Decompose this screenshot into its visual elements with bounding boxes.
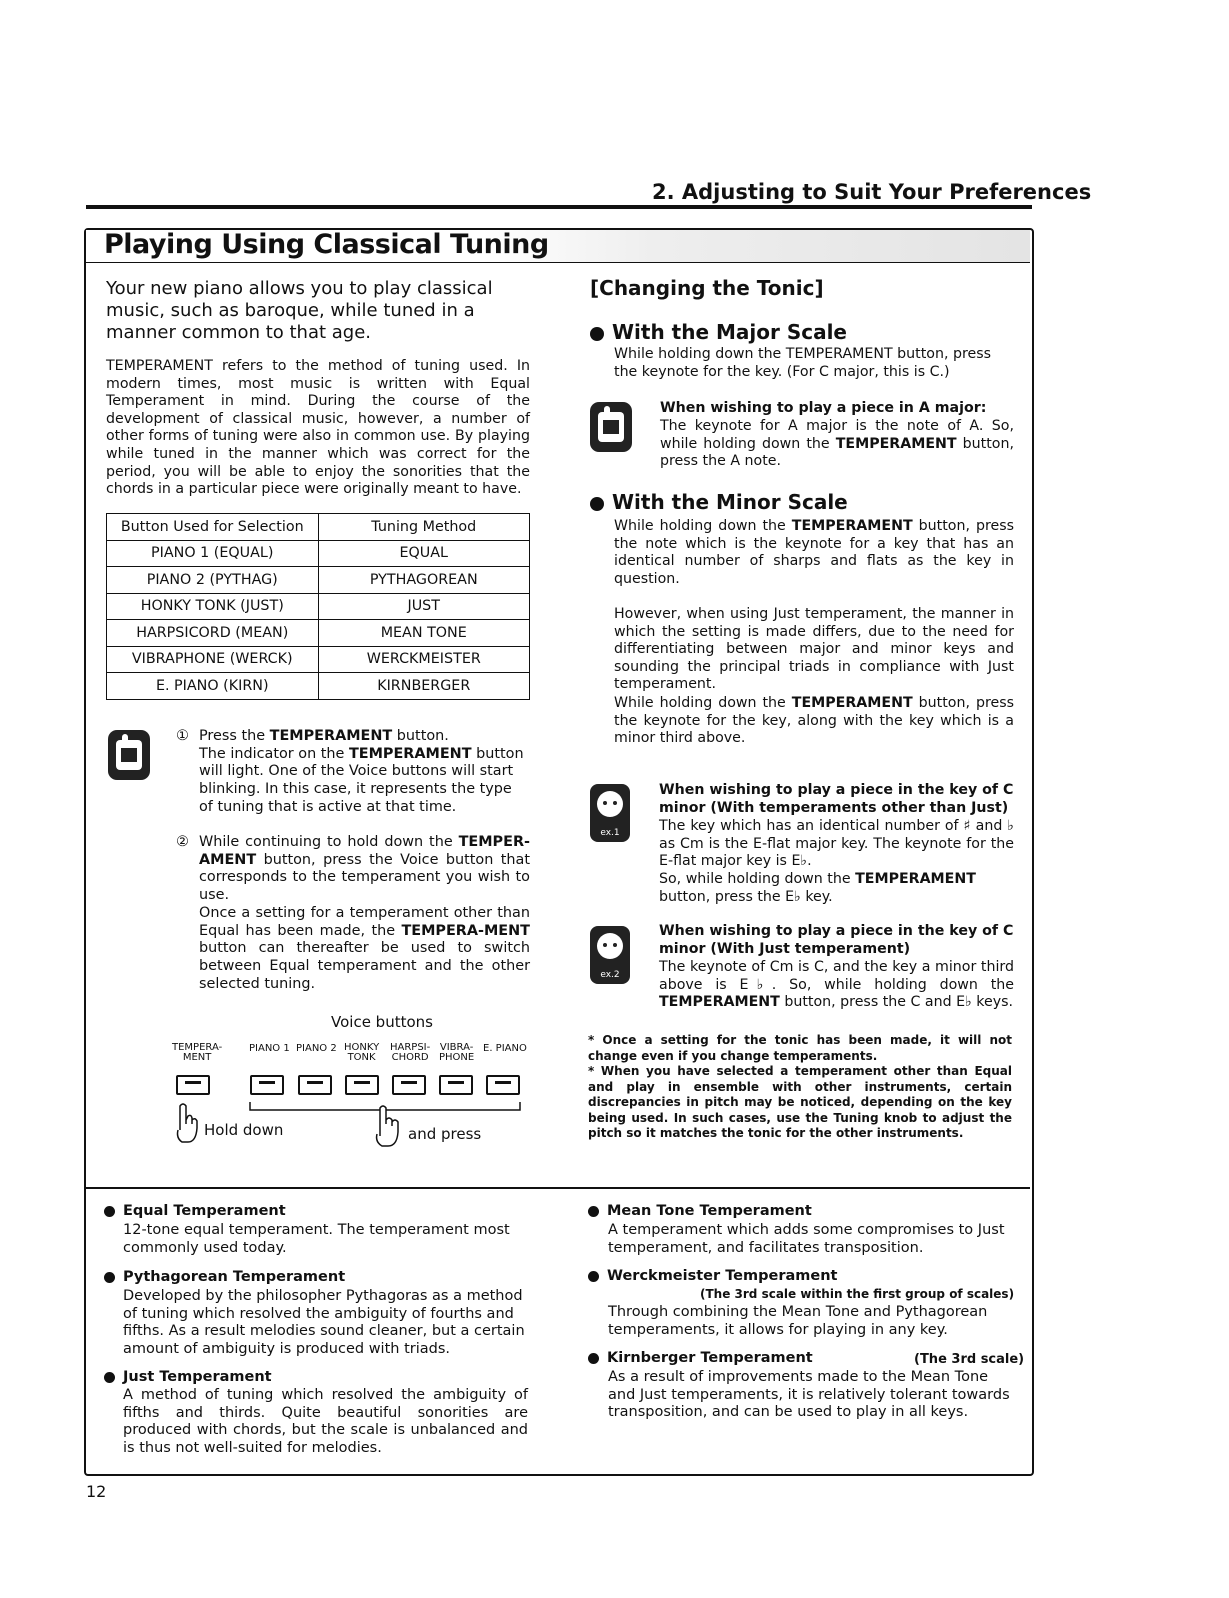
example-2-title: When wishing to play a piece in the key of C minor (With Just temperament) <box>659 923 1014 957</box>
example-1-title: When wishing to play a piece in the key of C minor (With temperaments other than Just) <box>659 782 1014 816</box>
bullet-icon <box>588 1271 599 1282</box>
definition-note: (The 3rd scale) <box>914 1352 1025 1367</box>
diagram-title: Voice buttons <box>331 1013 433 1031</box>
intro-paragraph: Your new piano allows you to play classical music, such as baroque, while tuned in a manner common to that age. <box>106 278 493 343</box>
tonic-note-2: * When you have selected a temperament other than Equal and play in ensemble with other instruments, certain discrepancies in pitch may be noticed, depending on the key being used. In such cases, use the Tuning knob to adjust the pitch so it matches the tonic for the other instruments. <box>588 1064 1012 1140</box>
table-cell: VIBRAPHONE (WERCK) <box>107 646 319 673</box>
bullet-icon <box>104 1272 115 1283</box>
example-text: button, press the C and E♭ keys. <box>779 994 1014 1011</box>
definition-title <box>104 1269 345 1285</box>
tonic-note-1: * Once a setting for the tonic has been made, it will not change even if you change temperaments. <box>588 1033 1012 1063</box>
example-text: button, press the E♭ key. <box>659 888 833 905</box>
section-divider <box>86 1187 1030 1189</box>
table-header-row <box>107 514 530 541</box>
example-text: The keynote of Cm is C, and the key a minor third above is E♭. So, while holding down the <box>659 959 1014 993</box>
step-2 <box>199 834 530 993</box>
step-text: The indicator on the <box>199 745 349 762</box>
minor-text: While holding down the <box>614 518 792 534</box>
step-emphasis: TEMPERAMENT <box>348 745 472 762</box>
step-text: button, press the Voice button that corresponds to the temperament you wish to use. <box>199 851 530 904</box>
table-row <box>107 620 530 647</box>
step-text: button can thereafter be used to switch between Equal temperament and the other selected tuning. <box>199 940 530 992</box>
step-emphasis: TEMPERA-MENT <box>401 922 530 939</box>
hand-icon <box>590 402 632 452</box>
table-row <box>107 540 530 567</box>
button-label: VIBRA- PHONE <box>439 1042 475 1063</box>
step-text: button. <box>392 728 449 744</box>
chapter-header: 2. Adjusting to Suit Your Preferences <box>652 180 1092 204</box>
example-1-instruction <box>659 871 1014 906</box>
example-text: The keynote for A major is the note of A. So, while holding down the <box>660 418 1014 452</box>
table-row <box>107 646 530 673</box>
minor-scale-text-3 <box>614 695 1014 748</box>
bullet-icon <box>590 497 604 511</box>
table-cell: WERCKMEISTER <box>318 646 530 673</box>
bullet-icon <box>588 1353 599 1364</box>
minor-scale-heading <box>590 490 848 514</box>
example-face-icon <box>590 784 630 842</box>
minor-text: While holding down the <box>614 695 792 711</box>
heading-text: With the Minor Scale <box>612 490 848 514</box>
table-cell: EQUAL <box>318 540 530 567</box>
step-emphasis: TEMPER-AMENT <box>199 834 530 868</box>
definition-body: As a result of improvements made to the Mean Tone and Just temperaments, it is relatively tolerant towards transposition, and can be used to play in all keys. <box>608 1369 1010 1421</box>
table-cell: PIANO 2 (PYTHAG) <box>107 567 319 594</box>
table-row <box>107 593 530 620</box>
definition-label: Mean Tone Temperament <box>607 1203 812 1219</box>
example-text: button, press the A note. <box>660 435 1014 470</box>
step-text: While continuing to hold down the <box>199 834 459 850</box>
definition-body: 12-tone equal temperament. The temperament most commonly used today. <box>123 1222 510 1256</box>
step-1 <box>199 728 530 817</box>
definition-label: Just Temperament <box>123 1369 272 1385</box>
table-cell: KIRNBERGER <box>318 673 530 700</box>
example-emphasis: TEMPERAMENT <box>855 871 976 887</box>
bullet-icon <box>588 1206 599 1217</box>
minor-scale-text-1 <box>614 518 1014 588</box>
tuning-table <box>106 513 530 700</box>
minor-emphasis: TEMPERAMENT <box>791 518 913 534</box>
button-label: E. PIANO <box>483 1043 527 1054</box>
definition-body: Developed by the philosopher Pythagoras as a method of tuning which resolved the ambiguity of fourths and fifths. As a result melodies sound cleaner, but a certain amount of ambiguity is produced with triads. <box>123 1288 525 1357</box>
definition-label: Kirnberger Temperament <box>607 1350 813 1366</box>
step-text: button will light. One of the Voice buttons will start blinking. In this case, it represents the type of tuning that is active at that time. <box>199 745 524 815</box>
example-a-title: When wishing to play a piece in A major: <box>660 400 987 416</box>
hold-down-label: Hold down <box>204 1121 284 1139</box>
example-face-icon <box>590 926 630 984</box>
step-text: Press the <box>199 728 270 744</box>
major-scale-heading <box>590 320 847 344</box>
example-emphasis: TEMPERAMENT <box>659 994 780 1011</box>
button-label: HONKY TONK <box>344 1042 380 1063</box>
definition-label: Werckmeister Temperament <box>607 1268 838 1284</box>
table-cell: HONKY TONK (JUST) <box>107 593 319 620</box>
bullet-icon <box>590 327 604 341</box>
heading-text: With the Major Scale <box>612 320 847 344</box>
example-a-body <box>660 418 1014 471</box>
definition-title <box>104 1369 272 1385</box>
bullet-icon <box>104 1372 115 1383</box>
step-2-number: ② <box>176 834 189 850</box>
page-number: 12 <box>86 1482 107 1501</box>
definition-note: (The 3rd scale within the first group of scales) <box>700 1287 1015 1301</box>
table-cell: MEAN TONE <box>318 620 530 647</box>
table-header: Button Used for Selection <box>107 514 319 541</box>
table-row <box>107 673 530 700</box>
minor-text: button, press the note which is the keynote for a key that has an identical number of sharps and flats as the key in question. <box>614 518 1014 587</box>
minor-text: button, press the keynote for the key, along with the key which is a minor third above. <box>614 695 1014 747</box>
table-cell: PIANO 1 (EQUAL) <box>107 540 319 567</box>
table-header: Tuning Method <box>318 514 530 541</box>
table-cell: JUST <box>318 593 530 620</box>
table-cell: E. PIANO (KIRN) <box>107 673 319 700</box>
table-row <box>107 567 530 594</box>
definition-label: Pythagorean Temperament <box>123 1269 346 1285</box>
step-1-number: ① <box>176 728 189 744</box>
definition-body: A temperament which adds some compromises to Just temperament, and facilitates transposition. <box>608 1222 1005 1256</box>
definition-body: Through combining the Mean Tone and Pythagorean temperaments, it allows for playing in any key. <box>608 1304 988 1338</box>
button-label: HARPSI- CHORD <box>390 1042 431 1063</box>
definition-label: Equal Temperament <box>123 1203 286 1219</box>
definition-title <box>588 1268 837 1284</box>
section-title: Playing Using Classical Tuning <box>104 229 549 260</box>
button-label: TEMPERA- MENT <box>172 1042 223 1063</box>
button-label: PIANO 1 <box>249 1043 290 1054</box>
table-cell: PYTHAGOREAN <box>318 567 530 594</box>
table-cell: HARPSICORD (MEAN) <box>107 620 319 647</box>
example-tag: ex.1 <box>600 828 620 838</box>
example-2-body <box>659 959 1014 1012</box>
temperament-description: TEMPERAMENT refers to the method of tuning used. In modern times, most music is written with Equal Temperament in mind. During the course of the development of classical music, however, a number of other forms of tuning were also in common use. By playing while tuned in the manner which was correct for the period, you will be able to enjoy the sonorities that the chords in a particular piece were originally meant to have. <box>106 358 530 498</box>
step-text: Once a setting for a temperament other than Equal has been made, the <box>199 904 530 939</box>
example-emphasis: TEMPERAMENT <box>835 435 957 452</box>
minor-emphasis: TEMPERAMENT <box>791 695 913 711</box>
definition-title <box>104 1203 286 1219</box>
definition-title <box>588 1350 813 1366</box>
major-scale-text: While holding down the TEMPERAMENT button, press the keynote for the key. (For C major, this is C.) <box>614 346 992 380</box>
example-tag: ex.2 <box>600 970 620 980</box>
header-rule <box>86 205 1032 209</box>
and-press-label: and press <box>408 1125 482 1143</box>
definition-body: A method of tuning which resolved the ambiguity of fifths and thirds. Quite beautiful sonorities are produced with chords, but the scale is unbalanced and is thus not well-suited for melodies. <box>123 1387 528 1456</box>
button-label: PIANO 2 <box>296 1043 337 1054</box>
step-emphasis: TEMPERAMENT <box>269 728 393 744</box>
bullet-icon <box>104 1206 115 1217</box>
example-1-body: The key which has an identical number of ♯ and ♭ as Cm is the E-flat major key. The keynote for the E-flat major key is E♭. <box>659 818 1014 870</box>
definition-title <box>588 1203 812 1219</box>
tonic-heading: [Changing the Tonic] <box>590 276 824 300</box>
hand-icon <box>108 730 150 780</box>
example-text: So, while holding down the <box>659 871 856 887</box>
minor-scale-text-2: However, when using Just temperament, the manner in which the setting is made differs, due to the need for differentiating between major and minor keys and sounding the principal triads in compliance with Just temperament. <box>614 606 1014 693</box>
